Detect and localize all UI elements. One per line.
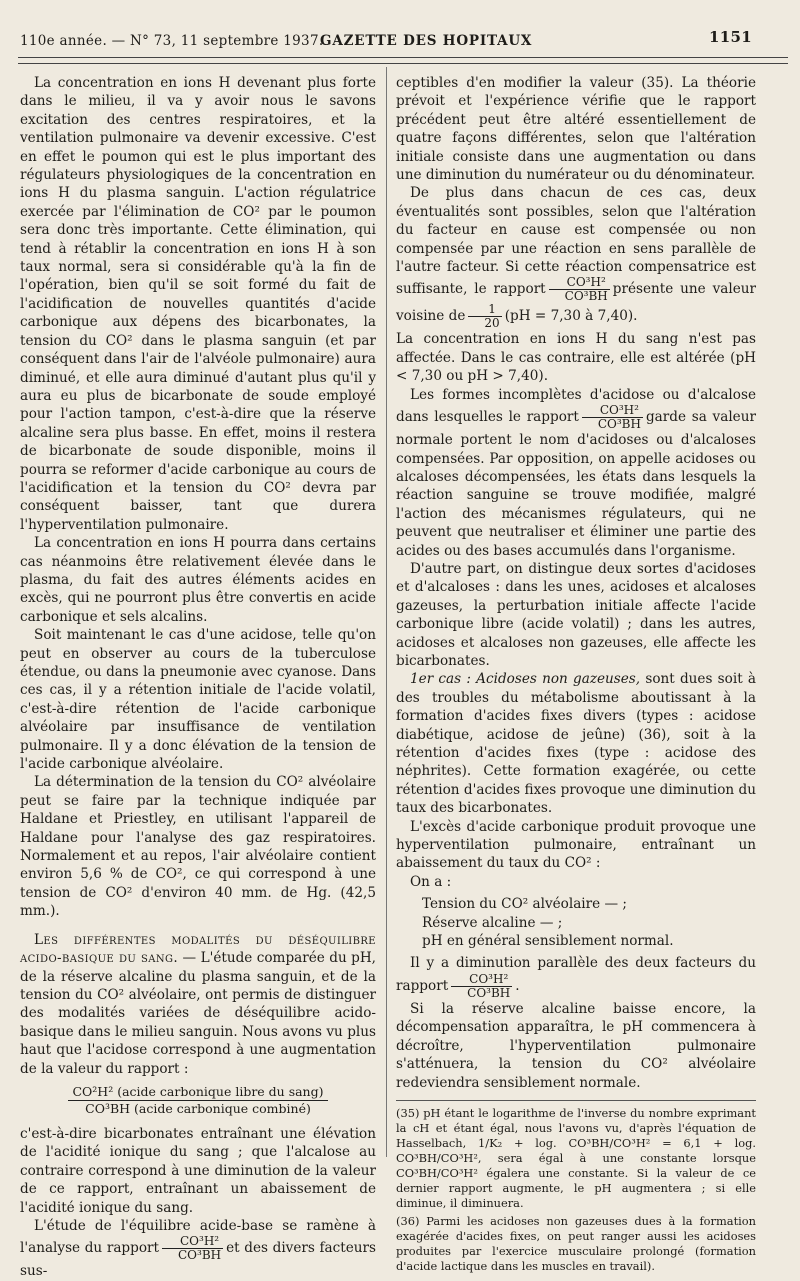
left-column: [20, 74, 376, 1281]
paragraph: Il y a diminution parallèle des deux facteurs du rapport $\frac{\text{CO³H²}}{\text{CO³BH}}$ .: [396, 955, 756, 1000]
fraction-numerator: CO³H²: [549, 276, 610, 290]
findings-list: [422, 895, 756, 950]
text-span: lorsque CO³BH/CO³H² égalera une constante. Si la valeur de ce dernier rapport augmente, le pH augmentera ; si elle diminue, il diminuera.: [396, 1150, 756, 1210]
inline-fraction: [549, 276, 610, 303]
paragraph: c'est-à-dire bicarbonates entraînant une élévation de l'acidité ionique du sang ; que l'alcalose au contraire correspond à une diminution de la valeur de ce rapport, entraînant un abaissement de l'acidité ionique du sang.: [20, 1125, 376, 1216]
running-header: [18, 22, 780, 52]
fraction-denominator: CO³BH: [467, 985, 511, 1000]
inline-fraction: [468, 303, 501, 330]
paragraph: D'autre part, on distingue deux sortes d'acidoses et d'alcaloses : dans les unes, acidoses et alcaloses gazeuses, la perturbation initiale affecte l'acide carbonique libre (acide volatil) ; dans les autres, acidoses et alcaloses non gazeuses, elle affecte les bicarbonates.: [396, 560, 756, 669]
fraction-numerator: CO³H²: [162, 1235, 223, 1249]
case-heading: 1er cas : Acidoses non gazeuses,: [410, 671, 641, 688]
paragraph: La concentration en ions H du sang n'est pas affectée. Dans le cas contraire, elle est altérée (pH < 7,30 ou pH > 7,40).: [396, 331, 756, 385]
text-span: (pH = 7,30 à 7,40).: [504, 308, 638, 325]
paragraph: [396, 184, 756, 330]
paragraph: ceptibles d'en modifier la valeur (35). La théorie prévoit et l'expérience vérifie que le rapport précédent peut être altéré essentiellement de quatre façons différentes, selon que l'altération initiale consiste dans une augmentation ou dans une diminution du numérateur ou du dénominateur.: [396, 75, 756, 184]
text-span: L'étude de l'équilibre acide-base se ramène à l'analyse du rapport: [20, 1217, 376, 1257]
text-span: 1/K₂: [478, 1135, 503, 1150]
text-span: + log. CO³BH/CO³H² = 6,1 + log. CO³BH/CO³H², sera égal à une constante: [396, 1135, 757, 1165]
paragraph: L'excès d'acide carbonique produit provoque une hyperventilation pulmonaire, entraînant un abaissement du taux du CO² :: [396, 818, 756, 872]
paragraph: [20, 1217, 376, 1281]
paragraph: Soit maintenant le cas d'une acidose, telle qu'on peut en observer au cours de la tuberculose étendue, ou dans la pneumonie avec cyanose. Dans ces cas, il y a rétention initiale de l'acide volatil, c'est-à-dire rétention de l'acide carbonique alvéolaire par insuffisance de ventilation pulmonaire. Il y a donc élévation de la tension de l'acide carbonique alvéolaire.: [20, 627, 376, 773]
fraction-denominator: CO³BH: [177, 1248, 222, 1263]
section-heading: Les différentes modalités du déséquilibre acido-basique du sang.: [20, 931, 376, 967]
section-text: — L'étude comparée du pH, de la réserve alcaline du plasma sanguin, et de la tension du CO² alvéolaire, ont permis de distinguer des modalités variées de déséquilibre acido-basique dans le milieu sanguin. Nous avons vu plus haut que l'acidose correspond à une augmentation de la valeur du rapport :: [20, 950, 376, 1077]
footnote-36: (36) Parmi les acidoses non gazeuses dues à la formation exagérée d'acides fixes, on peut ranger aussi les acidoses produites par l'exercice musculaire prolongé (formation d'acide lactique dans les muscles en travail).: [396, 1213, 756, 1273]
inline-fraction: [582, 404, 643, 431]
right-column: [396, 74, 756, 1277]
paragraph: La concentration en ions H devenant plus forte dans le milieu, il va y avoir nous le savons excitation des centres respiratoires, et la ventilation pulmonaire va devenir excessive. C'est en effet le poumon qui est le plus important des régulateurs physiologiques de la concentration en ions H du plasma sanguin. L'action régulatrice exercée par l'élimination de CO² par le poumon sera donc très importante. Cette élimination, qui tend à rétablir la concentration en ions H à son taux normal, sera si considérable qu'à la fin de l'opération, bien qu'il se soit formé du fait de l'acidification de nouvelles quantités d'acide carbonique aux dépens des bicarbonates, la tension du CO² dans le plasma sanguin (et par conséquent dans l'air de l'alvéole pulmonaire) aura diminué, et elle aura diminué d'autant plus qu'il y aura eu plus de bicarbonate de soude employé pour l'action tampon, c'est-à-dire que la réserve alcaline sera plus basse. En effet, moins il restera de bicarbonate de soude disponible, moins il pourra se reformer d'acide carbonique au cours de l'acidification et la tension du CO² devra par conséquent baisser, tant que durera l'hyperventilation pulmonaire.: [20, 75, 376, 533]
inline-fraction: [162, 1235, 223, 1262]
header-rule-top: [18, 57, 788, 58]
list-item: Réserve alcaline — ;: [422, 914, 563, 931]
page-number: 1151: [709, 28, 752, 46]
text-span: sont dues soit à des troubles du métabolisme aboutissant à la formation d'acides fixes divers (types : acidose diabétique, acidose de jeûne) (36), soit à la rétention d'acides fixes (type : acidose des néphrites). Cette formation exagérée, ou cette rétention d'acides fixes provoque une diminution du taux des bicarbonates.: [396, 671, 756, 817]
formula-numerator: CO²H² (acide carbonique libre du sang): [68, 1084, 327, 1101]
text-span: Les formes incomplètes d'acidose ou d'alcalose dans lesquelles le rapport: [396, 386, 756, 426]
spacer: [20, 921, 376, 931]
paragraph: [396, 386, 756, 560]
fraction-denominator: CO³BH: [564, 289, 608, 304]
paragraph: Si la réserve alcaline baisse encore, la décompensation apparaîtra, le pH commencera à décroître, l'hyperventilation pulmonaire s'atténuera, la tension du CO² alvéolaire redeviendra sensiblement normale.: [396, 1000, 756, 1091]
text-span: garde sa valeur normale portent le nom d'acidoses ou d'alcaloses compensées. Par opposition, on appelle acidoses ou alcaloses décompensées, les états dans lesquels la réaction sanguine se trouve modifiée, malgré l'action des mécanismes régulateurs, qui ne peuvent que neutraliser et éliminer une partie des acides ou des bases accumulés dans l'organisme.: [396, 409, 756, 559]
issue-info: 110e année. — N° 73, 11 septembre 1937.: [20, 33, 324, 49]
inline-fraction: [451, 973, 512, 1000]
footnote-rule: [396, 1100, 756, 1101]
section-paragraph: [20, 931, 376, 1078]
text-span: (35) pH étant le logarithme de l'inverse du nombre exprimant la cH et étant égal, nous l'avons vu, d'après l'équation de Hasselbach,: [396, 1105, 756, 1150]
text-span: présente une valeur voisine de: [396, 281, 756, 325]
text-span: et des divers facteurs sus-: [20, 1240, 376, 1280]
footnotes: [396, 1106, 756, 1274]
ratio-formula: [20, 1084, 376, 1117]
journal-title: GAZETTE DES HOPITAUX: [320, 33, 533, 49]
paragraph: La détermination de la tension du CO² alvéolaire peut se faire par la technique indiquée par Haldane et Priestley, en utilisant l'appareil de Haldane pour l'analyse des gaz respiratoires. Normalement et au repos, l'air alvéolaire contient environ 5,6 % de CO², ce qui correspond à une tension de CO² d'environ 40 mm. de Hg. (42,5 mm.).: [20, 774, 376, 920]
footnote-35: [396, 1106, 756, 1211]
fraction-numerator: 1: [468, 303, 501, 317]
paragraph: On a :: [410, 873, 452, 890]
paragraph: [396, 670, 756, 817]
formula-denominator: CO³BH (acide carbonique combiné): [85, 1100, 311, 1116]
column-divider: [386, 67, 387, 1157]
fraction-numerator: CO³H²: [451, 973, 512, 987]
fraction-denominator: 20: [484, 316, 500, 331]
paragraph: La concentration en ions H pourra dans certains cas néanmoins être relativement élevée dans le plasma, du fait des autres éléments acides en excès, qui ne pourront plus être convertis en acide carbonique et sels alcalins.: [20, 535, 376, 625]
fraction-numerator: CO³H²: [582, 404, 643, 418]
fraction-denominator: CO³BH: [597, 417, 641, 432]
header-rule-bottom: [18, 63, 788, 64]
text-span: De plus dans chacun de ces cas, deux éventualités sont possibles, selon que l'altération du facteur en cause est compensée ou non compensée par une réaction en sens parallèle de l'autre facteur. Si cette réaction compensatrice est suffisante, le rapport: [396, 185, 756, 298]
text-span: Il y a diminution parallèle des deux facteurs du rapport: [396, 955, 756, 994]
list-item: Tension du CO² alvéolaire — ;: [422, 896, 628, 913]
list-item: pH en général sensiblement normal.: [422, 933, 674, 950]
